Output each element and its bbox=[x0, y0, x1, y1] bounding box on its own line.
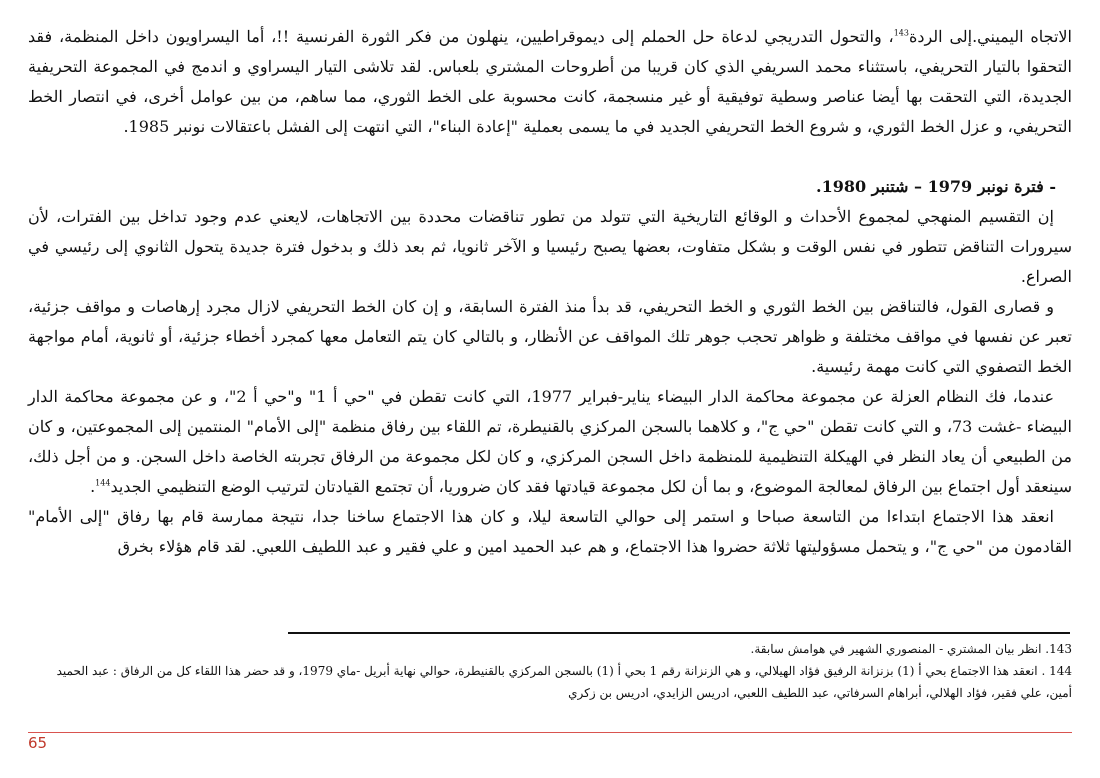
paragraph-1: الاتجاه اليميني.إلى الردة$^{143}$، والتحول التدريجي لدعاة حل الحملم إلى ديموقراطيين، ينهلون من فكر الثورة الفرنسية !!، أما اليسراويون داخل المنظمة، فقد التحقوا بالتيار التحريفي، باستثناء محمد السريفي الذي كان قريبا من أطروحات المشتري بلعباس. لقد تلاشى التيار اليسراوي و اندمج في المجموعة التحريفية الجديدة، التي التحقت بها أيضا عناصر وسطية توفيقية أو غير منسجمة، كانت محسوبة على الخط الثوري، مما ساهم، من بين عوامل أخرى، في انتصار الخط التحريفي، و عزل الخط الثوري، و شروع الخط التحريفي الجديد في ما يسمى بعملية "إعادة البناء"، التي انتهت إلى الفشل باعتقالات نونبر 1985. bbox=[28, 27, 1073, 136]
footnote-separator bbox=[288, 632, 1070, 634]
paragraph-4: عندما، فك النظام العزلة عن مجموعة محاكمة الدار البيضاء يناير-فبراير 1977، التي كانت تقطن في "حي أ 1" و"حي أ 2"، و عن مجموعة محاكمة الدار البيضاء -غشت 73، و التي كانت تقطن "حي ج"، و كلاهما بالسجن المركزي بالقنيطرة، تم اللقاء بين رفاق منظمة "إلى الأمام" المنتمين إلى المجموعتين، و كان من الطبيعي أن يعاد النظر في الهيكلة التنظيمية للمنظمة داخل السجن المركزي، و كان لكل مجموعة من الرفاق تجربته الخاصة داخل السجن. و من أجل ذلك، سينعقد أول اجتماع بين الرفاق لمعالجة الموضوع، و بما أن لكل مجموعة قيادتها فقد كان ضروريا، أن تجتمع القيادتان لترتيب الوضع التنظيمي الجديد$^{144}$. bbox=[28, 387, 1073, 496]
footnote-ref-143[interactable]: 143 bbox=[893, 28, 909, 38]
footnote-ref-144[interactable]: 144 bbox=[95, 478, 111, 488]
paragraph-3: و قصارى القول، فالتناقض بين الخط الثوري و الخط التحريفي، قد بدأ منذ الفترة السابقة، و إن كان الخط التحريفي لازال مجرد إرهاصات و مواقف جزئية، تعبر عن نفسها في مواقف مختلفة و ظواهر تحجب جوهر تلك المواقف عن الأنظار، و بالتالي كان يتم التعامل معها كمجرد أخطاء جزئية، أو ثانوية، أمام مواجهة الخط التصفوي التي كانت مهمة رئيسية. bbox=[28, 297, 1072, 376]
footnotes bbox=[28, 638, 1072, 704]
paragraph-2: إن التقسيم المنهجي لمجموع الأحداث و الوقائع التاريخية التي تتولد من تطور تناقضات محددة بين الاتجاهات، لايعني عدم وجود تداخل بين الفترات، لأن سيرورات التناقض تتطور في نفس الوقت و بشكل متفاوت، بعضها يصبح رئيسيا و الآخر ثانويا، ثم بعد ذلك و بدخول فترة جديدة يتحول الثانوي إلى رئيسي في الصراع. bbox=[28, 207, 1072, 286]
main-text bbox=[28, 22, 1072, 562]
page-number: 65 bbox=[28, 734, 48, 752]
footnote-143: 143. انظر بيان المشتري - المنصوري الشهير في هوامش سابقة. bbox=[750, 642, 1072, 656]
footer-separator bbox=[28, 732, 1072, 733]
spacer bbox=[28, 142, 1072, 172]
section-heading: - فترة نونبر 1979 – شتنبر 1980. bbox=[816, 177, 1056, 196]
footnote-144: 144 . انعقد هذا الاجتماع بحي أ (1) بزنزانة الرفيق فؤاد الهيلالي، و هي الزنزانة رقم 1 بحي أ (1) بالسجن المركزي بالقنيطرة، حوالي نهاية أبريل -ماي 1979، و قد حضر هذا اللقاء كل من الرفاق : عبد الحميد أمين، علي فقير، فؤاد الهلالي، أبراهام السرفاتي، عبد اللطيف اللعبي، ادريس الزايدي، ادريس بن زكري bbox=[56, 664, 1072, 700]
paragraph-5: انعقد هذا الاجتماع ابتداءا من التاسعة صباحا و استمر إلى حوالي التاسعة ليلا، و كان هذا الاجتماع ساخنا جدا، نتيجة ممارسة قام بها رفاق "إلى الأمام" القادمون من "حي ج"، و يتحمل مسؤوليتها ثلاثة حضروا هذا الاجتماع، و هم عبد الحميد امين و علي فقير و عبد اللطيف اللعبي. لقد قام هؤلاء بخرق bbox=[28, 507, 1072, 556]
